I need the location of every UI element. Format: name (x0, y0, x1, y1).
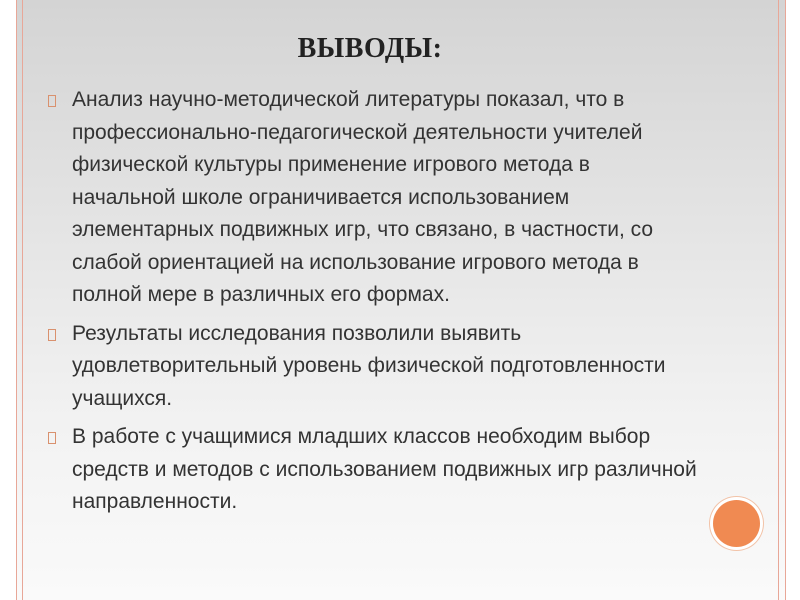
slide-title: ВЫВОДЫ: (297, 33, 443, 64)
bullet-item (48, 318, 698, 416)
frame-line-right-outer (785, 0, 786, 600)
frame-line-right-inner (778, 0, 779, 600)
bullet-text: Результаты исследования позволили выявить удовлетворительный уровень физической подготовленности учащихся. (72, 321, 666, 410)
bullet-text: В работе с учащимися младших классов необходим выбор средств и методов с использованием подвижных игр различной направленности. (72, 425, 697, 513)
bullet-item (48, 84, 698, 312)
bullet-marker-icon (48, 432, 56, 444)
bullet-list (48, 84, 698, 525)
orange-circle-decoration (713, 500, 760, 547)
frame-line-left-inner (22, 0, 23, 600)
bullet-item (48, 421, 698, 519)
frame-line-left-outer (16, 0, 17, 600)
bullet-text: Анализ научно-методической литературы показал, что в профессионально-педагогической деятельности учителей физической культуры применение игрового метода в начальной школе ограничивается использованием элементарных подвижных игр, что связано, в частности, со слабой ориентацией на использование игрового метода в полной мере в различных его формах. (72, 88, 654, 306)
bullet-marker-icon (48, 95, 56, 107)
bullet-marker-icon (48, 329, 56, 341)
